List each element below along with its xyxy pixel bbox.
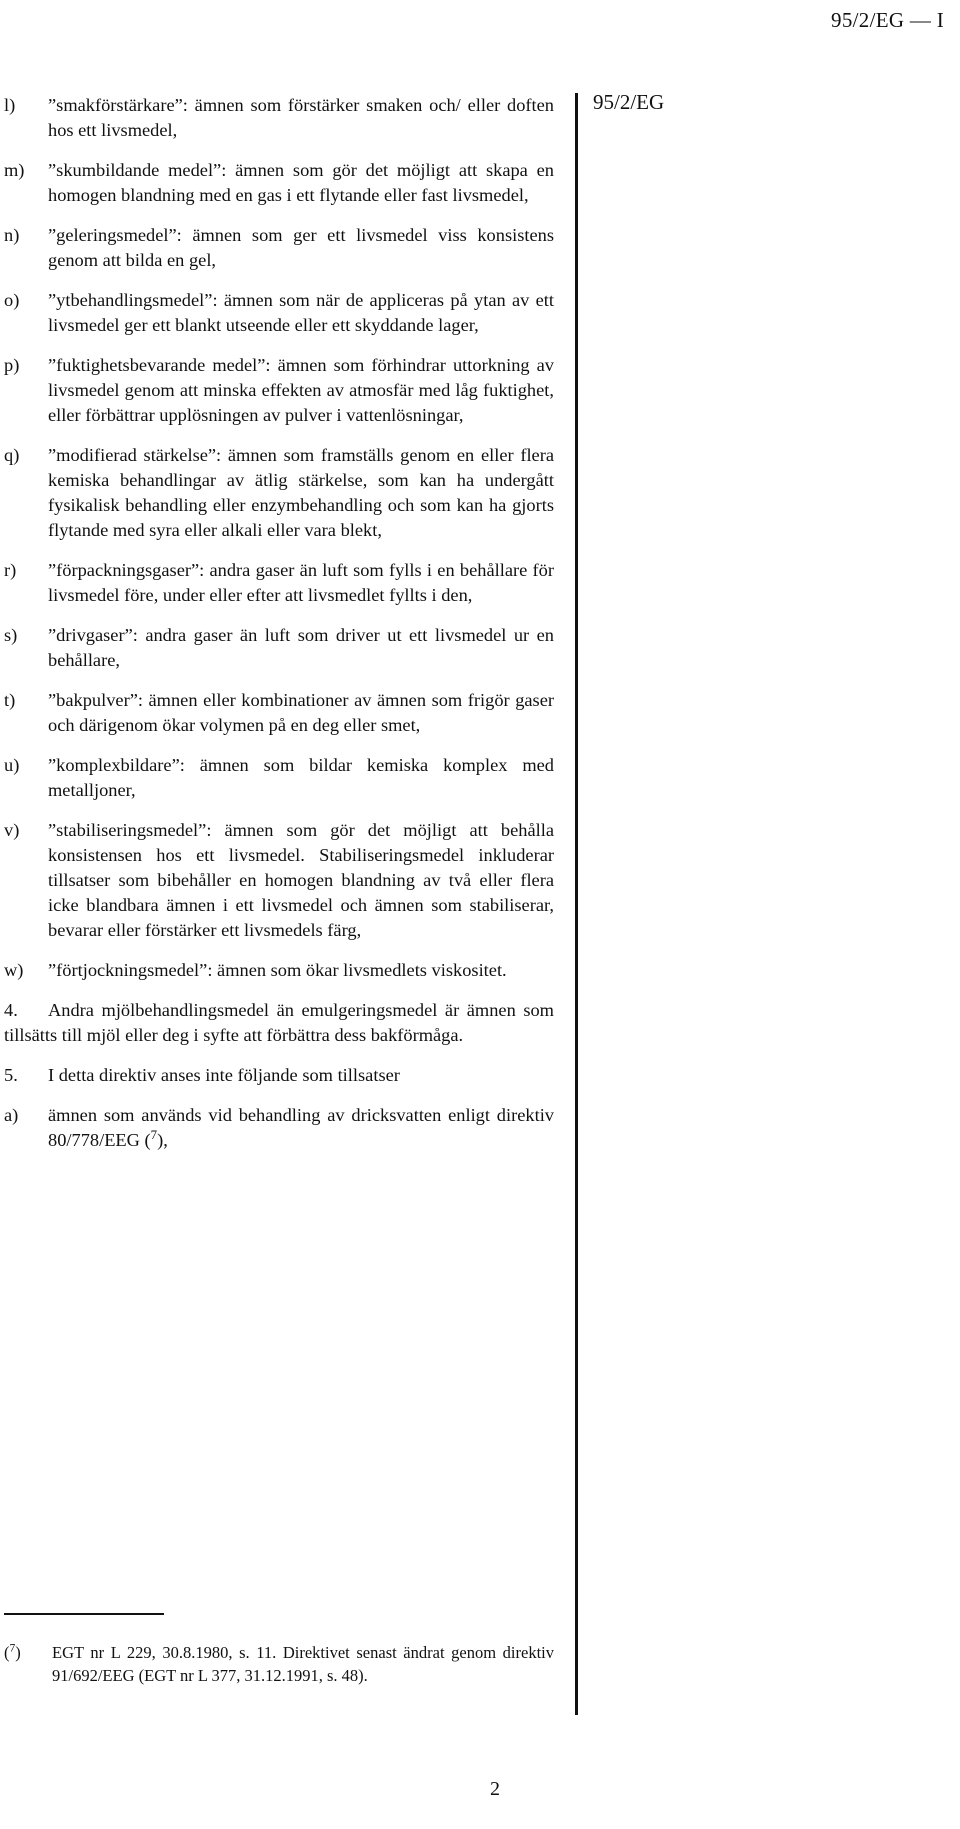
footnote-separator xyxy=(4,1613,164,1615)
definition-text: ”förpackningsgaser”: andra gaser än luft som fylls i en behållare för livsmedel före, under eller efter att livsmedlet fyllts i den, xyxy=(48,560,554,605)
definition-text: ”bakpulver”: ämnen eller kombinationer av ämnen som frigör gaser och därigenom ökar volymen på en deg eller smet, xyxy=(48,690,554,735)
definition-label: p) xyxy=(4,355,20,375)
page-number: 2 xyxy=(490,1778,500,1800)
definition-label: t) xyxy=(4,690,16,710)
definition-label: w) xyxy=(4,960,24,980)
definition-label: u) xyxy=(4,755,20,775)
definition-text: ”stabiliseringsmedel”: ämnen som gör det möjligt att behålla konsistensen hos ett livsmedel. Stabiliseringsmedel inkluderar tillsatser som bibehåller en homogen blandning av två eller flera icke blandbara ämnen i ett livsmedel och ämnen som stabiliserar, bevarar eller förstärker ett livsmedels färg, xyxy=(48,820,554,940)
definition-text: ”förtjockningsmedel”: ämnen som ökar livsmedlets viskositet. xyxy=(48,960,507,980)
definition-item-n xyxy=(4,223,554,273)
definition-item-l xyxy=(4,93,554,143)
definition-item-w xyxy=(4,958,554,983)
definition-text: ”geleringsmedel”: ämnen som ger ett livsmedel viss konsistens genom att bilda en gel, xyxy=(48,225,554,270)
definition-item-o xyxy=(4,288,554,338)
margin-rule xyxy=(575,93,578,1715)
definition-label: r) xyxy=(4,560,17,580)
definition-label: o) xyxy=(4,290,20,310)
document-reference-header: 95/2/EG — I xyxy=(831,8,944,32)
definition-label: l) xyxy=(4,95,16,115)
paragraph-number: 4. xyxy=(4,1000,18,1020)
definition-item-p xyxy=(4,353,554,428)
definition-label: v) xyxy=(4,820,20,840)
definition-text: ”skumbildande medel”: ämnen som gör det möjligt att skapa en homogen blandning med en gas i ett flytande eller fast livsmedel, xyxy=(48,160,554,205)
definition-label: m) xyxy=(4,160,25,180)
definition-text: ”komplexbildare”: ämnen som bildar kemiska komplex med metalljoner, xyxy=(48,755,554,800)
definition-item-q xyxy=(4,443,554,543)
definition-item-v xyxy=(4,818,554,943)
paragraph-text: Andra mjölbehandlingsmedel än emulgeringsmedel är ämnen som tillsätts till mjöl eller deg i syfte att förbättra dess bakförmåga. xyxy=(4,1000,554,1045)
footnote-label-open: ( xyxy=(4,1643,10,1662)
definition-label: q) xyxy=(4,445,20,465)
definition-text: ”fuktighetsbevarande medel”: ämnen som förhindrar uttorkning av livsmedel genom att minska effekten av atmosfär med låg fuktighet, eller förbättrar upplösningen av pulver i vattenlösningar, xyxy=(48,355,554,425)
item-text-body: ämnen som används vid behandling av dricksvatten enligt direktiv 80/778/EEG ( xyxy=(48,1105,554,1150)
definition-item-m xyxy=(4,158,554,208)
paragraph-text: I detta direktiv anses inte följande som tillsatser xyxy=(48,1065,400,1085)
definition-text: ”modifierad stärkelse”: ämnen som framställs genom en eller flera kemiska behandlingar av ätlig stärkelse, som kan ha undergått fysikalisk behandling eller enzymbehandling och som kan ha gjorts flytande med syra eller alkali eller vara blekt, xyxy=(48,445,554,540)
footnote-label xyxy=(4,1641,52,1687)
definition-item-s xyxy=(4,623,554,673)
exclusion-item-a xyxy=(4,1103,554,1153)
paragraph-5 xyxy=(4,1063,554,1088)
item-text-tail: ), xyxy=(157,1130,168,1150)
definition-text: ”ytbehandlingsmedel”: ämnen som när de appliceras på ytan av ett livsmedel ger ett blankt utseende eller ett skyddande lager, xyxy=(48,290,554,335)
definition-text: ”drivgaser”: andra gaser än luft som driver ut ett livsmedel ur en behållare, xyxy=(48,625,554,670)
main-text-column xyxy=(4,93,554,1168)
definition-label: s) xyxy=(4,625,18,645)
footnote-label-number: 7 xyxy=(9,1642,16,1655)
definition-label: n) xyxy=(4,225,20,245)
footnote-text: EGT nr L 229, 30.8.1980, s. 11. Direktivet senast ändrat genom direktiv 91/692/EEG (EGT nr L 377, 31.12.1991, s. 48). xyxy=(52,1643,554,1685)
definition-item-t xyxy=(4,688,554,738)
margin-document-reference: 95/2/EG xyxy=(593,90,665,114)
item-text xyxy=(48,1103,554,1153)
definition-item-r xyxy=(4,558,554,608)
definition-item-u xyxy=(4,753,554,803)
item-label: a) xyxy=(4,1105,19,1125)
paragraph-4 xyxy=(4,998,554,1048)
footnote-7 xyxy=(4,1641,554,1687)
footnote-reference[interactable]: 7 xyxy=(150,1127,158,1142)
definition-text: ”smakförstärkare”: ämnen som förstärker smaken och/ eller doften hos ett livsmedel, xyxy=(48,95,554,140)
paragraph-number: 5. xyxy=(4,1065,18,1085)
footnote-label-close: ) xyxy=(15,1643,21,1662)
